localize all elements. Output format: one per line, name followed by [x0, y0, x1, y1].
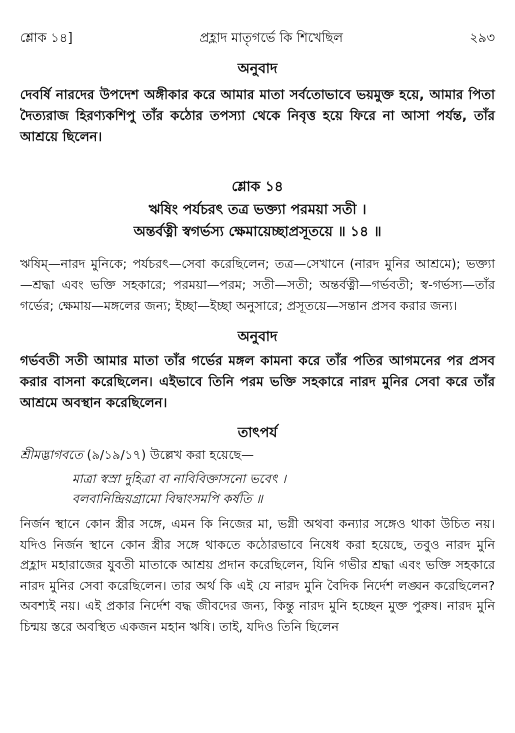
- header-page-number: ২৯৩: [469, 31, 495, 46]
- quote-line-2: বলবানিন্দ্রিয়গ্রামো বিদ্বাংসমপি কর্ষতি ॥: [72, 491, 263, 506]
- purport-heading: তাৎপর্য: [237, 425, 278, 441]
- header-chapter-title: প্রহ্লাদ মাতৃগর্ভে কি শিখেছিল: [199, 31, 343, 46]
- page-header: [20, 0, 495, 48]
- verse-heading: শ্লোক ১৪: [231, 179, 284, 195]
- verse-line-2: অন্তর্বত্নী স্বগর্ভস্য ক্ষেমায়েচ্ছাপ্রসূতয়ে ॥ ১৪ ॥: [133, 224, 382, 240]
- word-meanings: ঋষিম্—নারদ মুনিকে; পর্যচরৎ—সেবা করেছিলেন; তত্র—সেখানে (নারদ মুনির আশ্রমে); ভক্ত্যা—শ্রদ্ধা এবং ভক্তি সহকারে; পরময়া—পরম; সতী—সতী; অন্তর্বত্নী—গর্ভবতী; স্ব-গর্ভস্য—তাঁর গর্ভের; ক্ষেমায়—মঙ্গলের জন্য; ইচ্ছা—ইচ্ছা অনুসারে; প্রসূতয়ে—সন্তান প্রসব করার জন্য।: [20, 256, 495, 313]
- header-verse-label: শ্লোক ১৪]: [20, 31, 73, 46]
- quote-line-1: মাত্রা স্বস্রা দুহিত্রা বা নাবিবিক্তাসনো ভবেৎ ।: [72, 471, 287, 486]
- translation-text: দেবর্ষি নারদের উপদেশ অঙ্গীকার করে আমার মাতা সর্বতোভাবে ভয়মুক্ত হয়ে, আমার পিতা দৈত্যরাজ হিরণ্যকশিপু তাঁর কঠোর তপস্যা থেকে নিবৃত্ত হয়ে ফিরে না আসা পর্যন্ত, তাঁর আশ্রয়ে ছিলেন।: [20, 88, 495, 145]
- translation-heading: অনুবাদ: [237, 61, 278, 77]
- verse-line-1: ঋষিং পর্যচরৎ তত্র ভক্ত্যা পরময়া সতী ।: [148, 202, 367, 218]
- purport-reference: [20, 445, 495, 465]
- purport-body: নির্জন স্থানে কোন স্ত্রীর সঙ্গে, এমন কি নিজের মা, ভগ্নী অথবা কন্যার সঙ্গেও থাকা উচিত নয়। যদিও নির্জন স্থানে কোন স্ত্রীর সঙ্গে থাকতে কঠোরভাবে নিষেধ করা হয়েছে, তবুও নারদ মুনি প্রহ্লাদ মহারাজের যুবতী মাতাকে আশ্রয় প্রদান করেছিলেন, যিনি গভীর শ্রদ্ধা এবং ভক্তি সহকারে নারদ মুনির সেবা করেছিলেন। তার অর্থ কি এই যে নারদ মুনি বৈদিক নির্দেশ লঙ্ঘন করেছিলেন? অবশ্যই নয়। এই প্রকার নির্দেশ বদ্ধ জীবদের জন্য, কিন্তু নারদ মুনি হচ্ছেন মুক্ত পুরুষ। নারদ মুনি চিন্ময় স্তরে অবস্থিত একজন মহান ঋষি। তাই, যদিও তিনি ছিলেন: [20, 516, 495, 634]
- translation-2-heading: অনুবাদ: [237, 329, 278, 345]
- reference-source: শ্রীমদ্ভাগবতে: [20, 447, 83, 462]
- translation-2-text: গর্ভবতী সতী আমার মাতা তাঁর গর্ভের মঙ্গল কামনা করে তাঁর পতির আগমনের পর প্রসব করার বাসনা করেছিলেন। এইভাবে তিনি পরম ভক্তি সহকারে নারদ মুনির সেবা করে তাঁর আশ্রমে অবস্থান করেছিলেন।: [20, 354, 495, 411]
- reference-detail: (৯/১৯/১৭) উল্লেখ করা হয়েছে—: [82, 447, 254, 462]
